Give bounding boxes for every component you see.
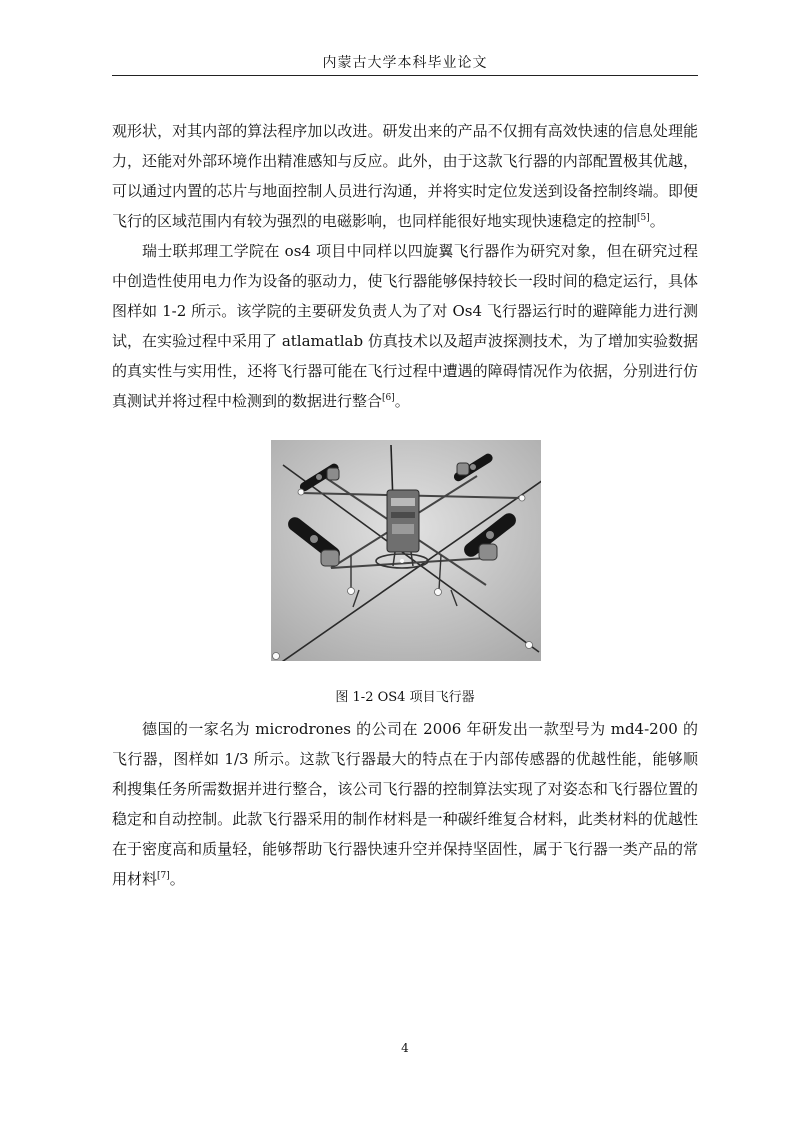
citation-ref: [7] [157, 871, 170, 881]
paragraph-text: 瑞士联邦理工学院在 os4 项目中同样以四旋翼飞行器作为研究对象，但在研究过程中创造性使用电力作为设备的驱动力，使飞行器能够保持较长一段时间的稳定运行，具体图样如 1-2 所示。该学院的主要研发负责人为了对 Os4 飞行器运行时的避障能力进行测试，在实验过程中采用了 atlamatlab 仿真技术以及超声波探测技术，为了增加实验数据的真实性与实用性，还将飞行器可能在飞行过程中遭遇的障碍情况作为依据，分别进行仿真测试并将过程中检测到的数据进行整合 [112, 242, 698, 410]
body-text-top [112, 116, 698, 416]
page-number: 4 [401, 1041, 409, 1055]
paragraph-tail: 。 [649, 212, 665, 230]
citation-ref: [6] [382, 393, 395, 403]
running-header: 内蒙古大学本科毕业论文 [322, 55, 488, 71]
paragraph [112, 236, 698, 416]
paragraph-tail: 。 [394, 392, 410, 410]
quadrotor-photo [271, 440, 541, 661]
quadrotor-photo-drawing [271, 440, 541, 661]
header-rule [112, 75, 698, 76]
paragraph-continued [112, 116, 698, 236]
figure-caption: 图 1-2 OS4 项目飞行器 [335, 690, 475, 705]
body-text-bottom [112, 714, 698, 894]
paragraph-text: 德国的一家名为 microdrones 的公司在 2006 年研发出一款型号为 md4-200 的飞行器，图样如 1/3 所示。这款飞行器最大的特点在于内部传感器的优越性能，能够顺利搜集任务所需数据并进行整合，该公司飞行器的控制算法实现了对姿态和飞行器位置的稳定和自动控制。此款飞行器采用的制作材料是一种碳纤维复合材料，此类材料的优越性在于密度高和质量轻，能够帮助飞行器快速升空并保持坚固性，属于飞行器一类产品的常用材料 [112, 720, 698, 888]
paragraph-tail: 。 [169, 870, 185, 888]
citation-ref: [5] [637, 213, 650, 223]
paragraph [112, 714, 698, 894]
paragraph-text: 观形状，对其内部的算法程序加以改进。研发出来的产品不仅拥有高效快速的信息处理能力，还能对外部环境作出精准感知与反应。此外，由于这款飞行器的内部配置极其优越，可以通过内置的芯片与地面控制人员进行沟通，并将实时定位发送到设备控制终端。即便飞行的区域范围内有较为强烈的电磁影响，也同样能很好地实现快速稳定的控制 [112, 122, 698, 230]
